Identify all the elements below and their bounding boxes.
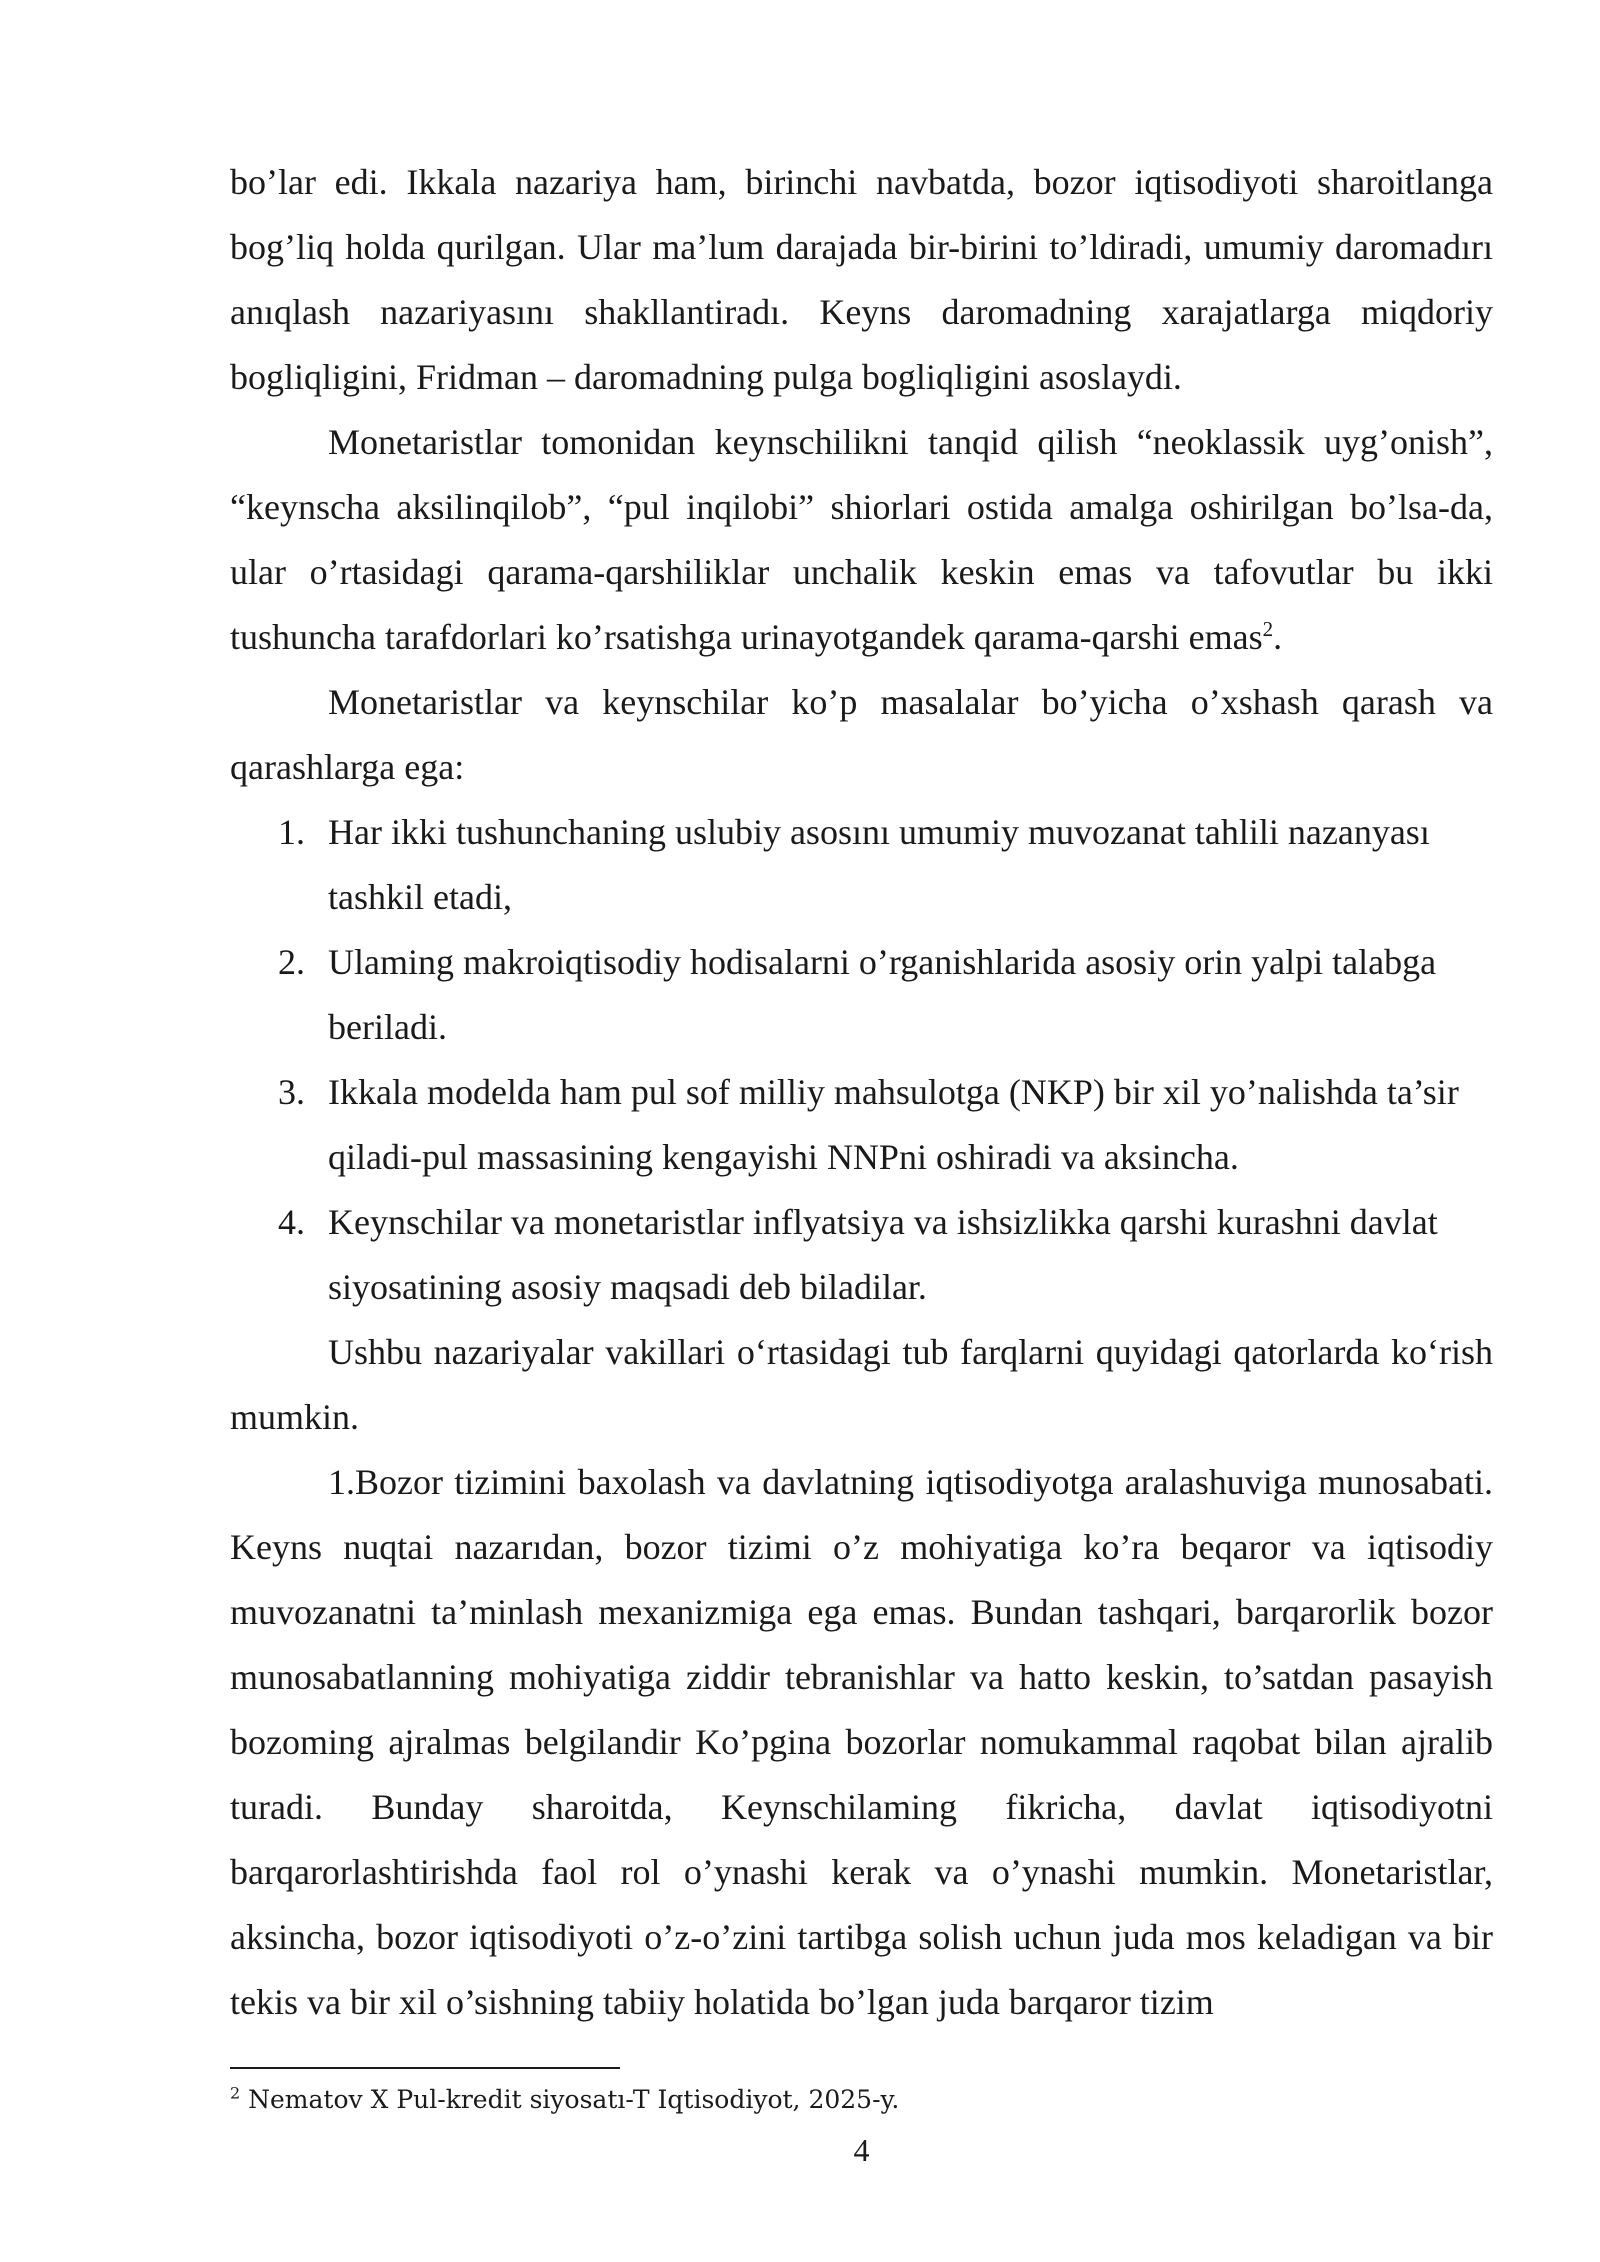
list-item-number: 2. [278, 942, 305, 982]
page-body [230, 150, 1493, 2035]
footnote-separator [230, 2067, 620, 2069]
paragraph-2-text: Monetaristlar tomonidan keynschilikni tanqid qilish “neoklassik uyg’onish”, “keynscha aksilinqilob”, “pul inqilobi” shiorlari ostida amalga oshirilgan bo’lsa-da, ular o’rtasidagi qarama-qarshiliklar unchalik keskin emas va tafovutlar bu ikki tushuncha tarafdorlari ko’rsatishga urinayotgandek qarama-qarshi emas [230, 422, 1493, 657]
page-number: 4 [853, 2132, 870, 2168]
list-item-text: Ikkala modelda ham pul sof milliy mahsulotga (NKP) bir xil yo’nalishda ta’sir qiladi-pul massasining kengayishi NNPni oshiradi va aksincha. [328, 1072, 1459, 1177]
paragraph-4: Ushbu nazariyalar vakillari oʻrtasidagi tub farqlarni quyidagi qatorlarda koʻrish mumkin. [230, 1332, 1493, 1437]
numbered-list [230, 800, 1493, 1320]
list-item-number: 1. [278, 812, 305, 852]
paragraph-3: Monetaristlar va keynschilar ko’p masalalar bo’yicha o’xshash qarash va qarashlarga ega: [230, 682, 1493, 787]
list-item-text: Har ikki tushunchaning uslubiy asosını umumiy muvozanat tahlili nazanyası tashkil etadi, [328, 812, 1430, 917]
list-item-number: 4. [278, 1202, 305, 1242]
footnote-marker: 2 [230, 2083, 241, 2103]
list-item [230, 1060, 1493, 1190]
footnote-text: Nematov X Pul-kredit siyosatı-T Iqtisodiyot, 2025-y. [240, 2085, 900, 2114]
paragraph-1: bo’lar edi. Ikkala nazariya ham, birinchi navbatda, bozor iqtisodiyoti sharoitlanga bog’liq holda qurilgan. Ular ma’lum darajada bir-birini to’ldiradi, umumiy daromadırı anıqlash nazariyasını shakllantiradı. Keyns daromadning xarajatlarga miqdoriy bogliqligini, Fridman – daromadning pulga bogliqligini asoslaydi. [230, 162, 1493, 397]
paragraph-2-end: . [1273, 617, 1283, 657]
paragraph-2 [230, 410, 1493, 670]
list-item [230, 1190, 1493, 1320]
list-item-text: Keynschilar va monetaristlar inflyatsiya va ishsizlikka qarshi kurashni davlat siyosatining asosiy maqsadi deb biladilar. [328, 1202, 1438, 1307]
footnote-reference[interactable]: 2 [1262, 617, 1274, 641]
paragraph-5: 1.Bozor tizimini baxolash va davlatning iqtisodiyotga aralashuviga munosabati. Keyns nuqtai nazarıdan, bozor tizimi o’z mohiyatiga ko’ra beqaror va iqtisodiy muvozanatni ta’minlash mexanizmiga ega emas. Bundan tashqari, barqarorlik bozor munosabatlanning mohiyatiga ziddir tebranishlar va hatto keskin, to’satdan pasayish bozoming ajralmas belgilandir Ko’pgina bozorlar nomukammal raqobat bilan ajralib turadi. Bunday sharoitda, Keynschilaming fikricha, davlat iqtisodiyotni barqarorlashtirishda faol rol o’ynashi kerak va o’ynashi mumkin. Monetaristlar, aksincha, bozor iqtisodiyoti o’z-o’zini tartibga solish uchun juda mos keladigan va bir tekis va bir xil o’sishning tabiiy holatida bo’lgan juda barqaror tizim [230, 1462, 1493, 2022]
footnote [230, 2082, 899, 2118]
list-item [230, 930, 1493, 1060]
list-item-text: Ulaming makroiqtisodiy hodisalarni o’rganishlarida asosiy orin yalpi talabga beriladi. [328, 942, 1437, 1047]
list-item-number: 3. [278, 1072, 305, 1112]
list-item [230, 800, 1493, 930]
